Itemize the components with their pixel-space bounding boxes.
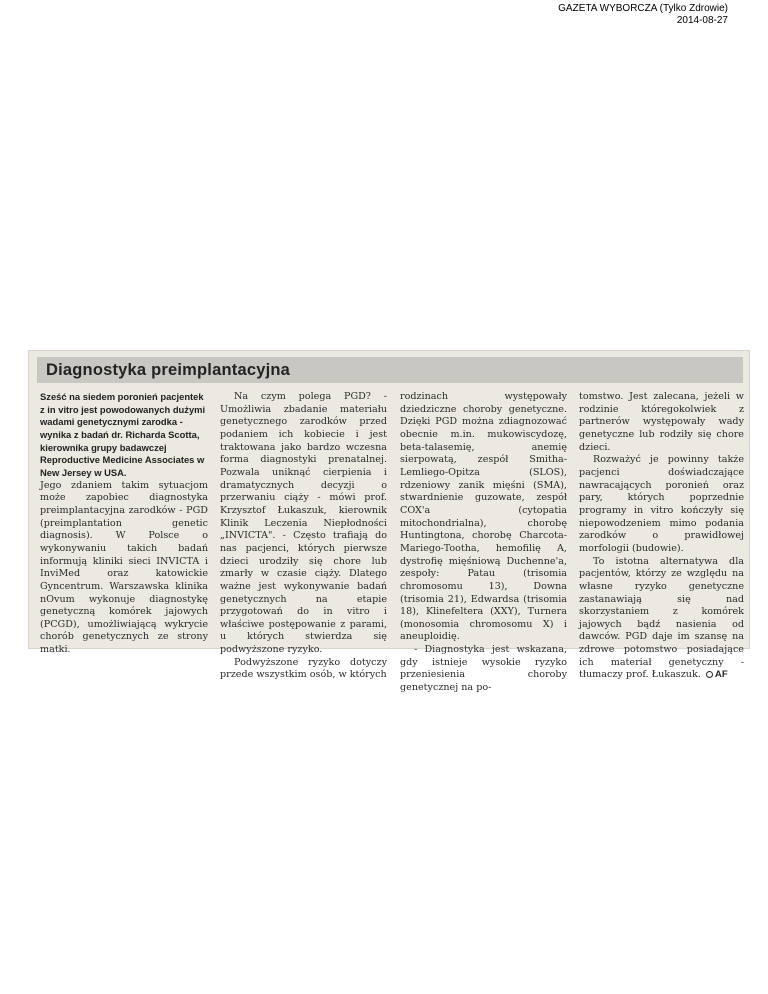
article-column-4 [579, 391, 744, 681]
article-lead: Sześć na siedem poronień pacjentek z in vitro jest powodowanych dużymi wadami genetycznymi zarodka - wynika z badań dr. Richarda Scotta, kierownika grupy badawczej Reproductive Medicine Associates w New Jersey w USA. [40, 391, 206, 478]
column-4-paragraph-3 [579, 556, 744, 683]
column-3-paragraph-1: rodzinach występowały dziedziczne choroby genetyczne. Dzięki PGD można zdiagnozować obecnie m.in. mukowiscydozę, beta-talasemię, anemię sierpowatą, zespół Smitha-Lemliego-Opitza (SLOS), rdzeniowy zanik mięśni (SMA), stwardnienie guzowate, zespół COX'a (cytopatia mitochondrialna), chorobę Huntingtona, chorobę Charcota-Mariego-Tootha, hemofilię A, dystrofię mięśniową Duchenne'a, zespoły: Patau (trisomia chromosomu 13), Downa (trisomia 21), Edwardsa (trisomia 18), Klinefeltera (XXY), Turnera (monosomia chromosomu X) i aneuploidię. [400, 391, 567, 643]
headline-bar [37, 357, 743, 383]
column-3-paragraph-2: - Diagnostyka jest wskazana, gdy istnieje wysokie ryzyko przeniesienia choroby genetycznej na po- [400, 644, 567, 694]
author-signature: AF [714, 669, 728, 681]
article-headline: Diagnostyka preimplantacyjna [46, 361, 291, 379]
source-header [558, 3, 728, 27]
column-1-body: Jego zdaniem takim sytuacjom może zapobiec diagnostyka preimplantacyjna zarodków - PGD (preimplantation genetic diagnosis). W Polsce o wykonywaniu takich badań informują kliniki sieci INVICTA i InviMed oraz katowickie Gyncentrum. Warszawska klinika nOvum wykonuje diagnostykę genetyczną komórek jajowych (PCGD), umożliwiającą wykrycie chorób genetycznych ze strony matki. [40, 479, 208, 656]
column-2-paragraph-1: Na czym polega PGD? - Umożliwia zbadanie materiału genetycznego zarodków przed podaniem ich kobiecie i jest traktowana jako bardzo wczesna forma diagnostyki prenatalnej. Pozwala uniknąć cierpienia i dramatycznych decyzji o przerwaniu ciąży - mówi prof. Krzysztof Łukaszuk, kierownik Klinik Leczenia Niepłodności „INVICTA". - Często trafiają do nas pacjenci, których pierwsze dzieci urodziły się chore lub zmarły w czasie ciąży. Dlatego ważne jest wykonywanie badań genetycznych na etapie przygotowań do in vitro i właściwe postępowanie z parami, u których stwierdza się podwyższone ryzyko. [220, 391, 387, 656]
column-4-paragraph-3-text: To istotna alternatywa dla pacjentów, którzy ze względu na własne ryzyko genetyczne zastanawiają się nad skorzystaniem z komórek jajowych bądź nasienia od dawców. PGD daje im szansę na zdrowe potomstwo posiadające ich materiał genetyczny - tłumaczy prof. Łukaszuk. [579, 555, 744, 681]
column-4-paragraph-1: tomstwo. Jest zalecana, jeżeli w rodzinie któregokolwiek z partnerów występowały wady genetyczne lub rodziły się chore dzieci. [579, 391, 744, 453]
column-4-paragraph-2: Rozważyć je powinny także pacjenci doświadczające nawracających poronień oraz pary, których poprzednie programy in vitro kończyły się niepowodzeniem mimo podania zarodków o prawidłowej morfologii (budowie). [579, 454, 744, 554]
publication-name: GAZETA WYBORCZA (Tylko Zdrowie) [558, 3, 728, 14]
publication-date: 2014-08-27 [676, 15, 728, 26]
article-column-3 [400, 391, 567, 694]
article-column-1 [40, 391, 208, 656]
column-2-paragraph-2: Podwyższone ryzyko dotyczy przede wszystkim osób, w których [220, 656, 387, 681]
newspaper-clipping [28, 350, 750, 694]
signature-bullet-icon [706, 671, 713, 678]
article-column-2 [220, 391, 387, 681]
